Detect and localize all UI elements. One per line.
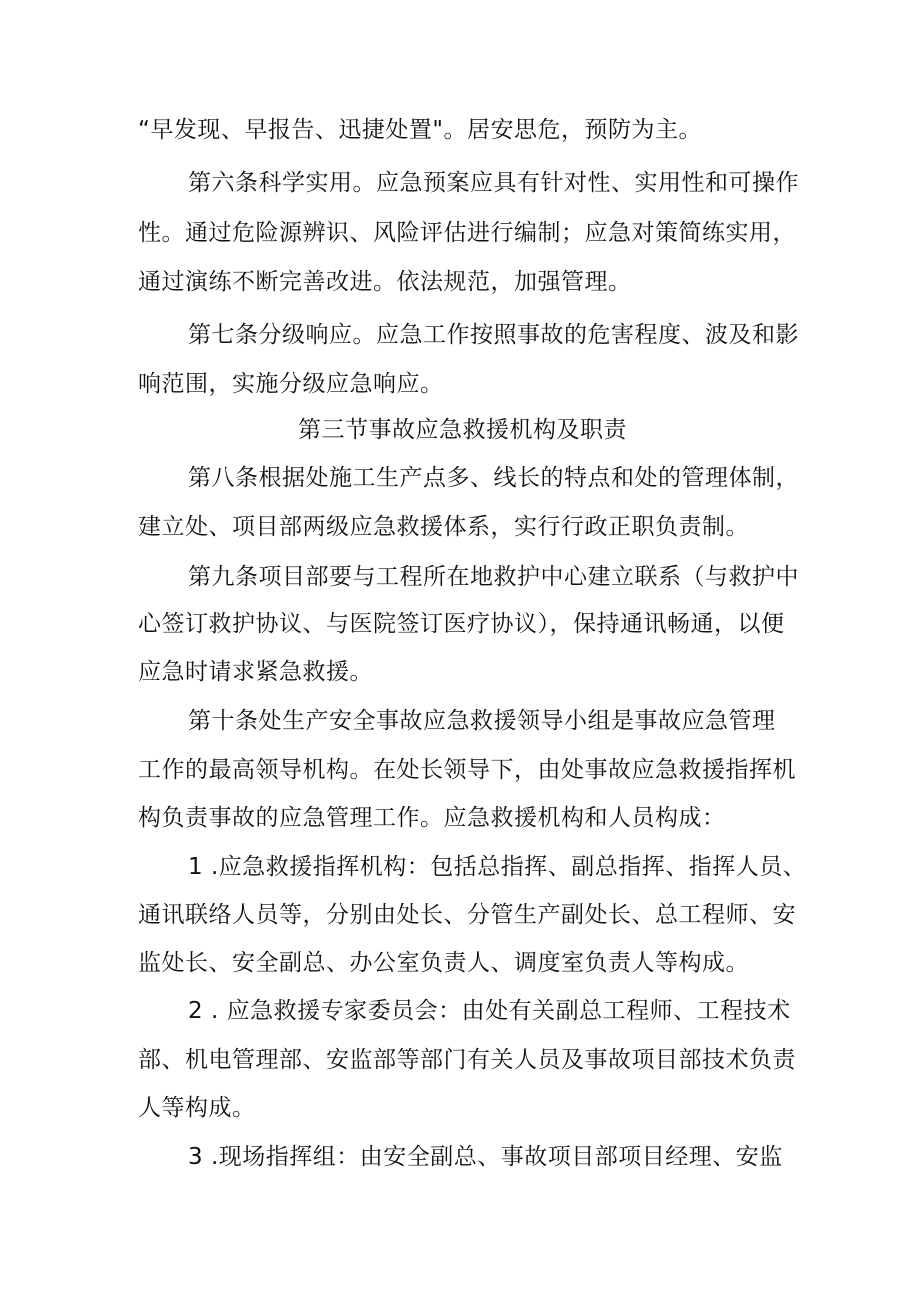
text-line: 通讯联络人员等，分别由处长、分管生产副处长、总工程师、安 <box>138 902 796 928</box>
list-item-3-line: 3 .现场指挥组：由安全副总、事故项目部项目经理、安监 <box>188 1144 783 1170</box>
text-line: 心签订救护协议、与医院签订医疗协议），保持通讯畅通，以便 <box>138 611 785 637</box>
text-line: 性。通过危险源辨识、风险评估进行编制；应急对策简练实用， <box>138 220 796 246</box>
text-line: 应急时请求紧急救援。 <box>138 659 373 685</box>
text-line: 建立处、项目部两级应急救援体系，实行行政正职负责制。 <box>138 514 749 540</box>
article-8-line: 第八条根据处施工生产点多、线长的特点和处的管理体制， <box>188 465 799 491</box>
text-line: 部、机电管理部、安监部等部门有关人员及事故项目部技术负责 <box>138 1047 796 1073</box>
text-line: 通过演练不断完善改进。依法规范，加强管理。 <box>138 269 632 295</box>
article-7-line: 第七条分级响应。应急工作按照事故的危害程度、波及和影 <box>188 322 799 348</box>
article-9-line: 第九条项目部要与工程所在地救护中心建立联系（与救护中 <box>188 564 799 590</box>
text-line: 工作的最高领导机构。在处长领导下，由处事故应急救援指挥机 <box>138 757 796 783</box>
article-10-line: 第十条处生产安全事故应急救援领导小组是事故应急管理 <box>188 708 776 734</box>
text-line: 监处长、安全副总、办公室负责人、调度室负责人等构成。 <box>138 950 749 976</box>
text-line: 响范围，实施分级应急响应。 <box>138 371 444 397</box>
list-item-1-line: 1 .应急救援指挥机构：包括总指挥、副总指挥、指挥人员、 <box>188 854 807 880</box>
article-6-line: 第六条科学实用。应急预案应具有针对性、实用性和可操作 <box>188 170 799 196</box>
text-line: 构负责事故的应急管理工作。应急救援机构和人员构成： <box>138 805 726 831</box>
text-line: 人等构成。 <box>138 1095 256 1121</box>
list-item-2-line: 2 . 应急救援专家委员会：由处有关副总工程师、工程技术 <box>188 998 791 1024</box>
text-line: “早发现、早报告、迅捷处置"。居安思危，预防为主。 <box>138 117 702 143</box>
section-heading: 第三节事故应急救援机构及职责 <box>298 417 627 443</box>
